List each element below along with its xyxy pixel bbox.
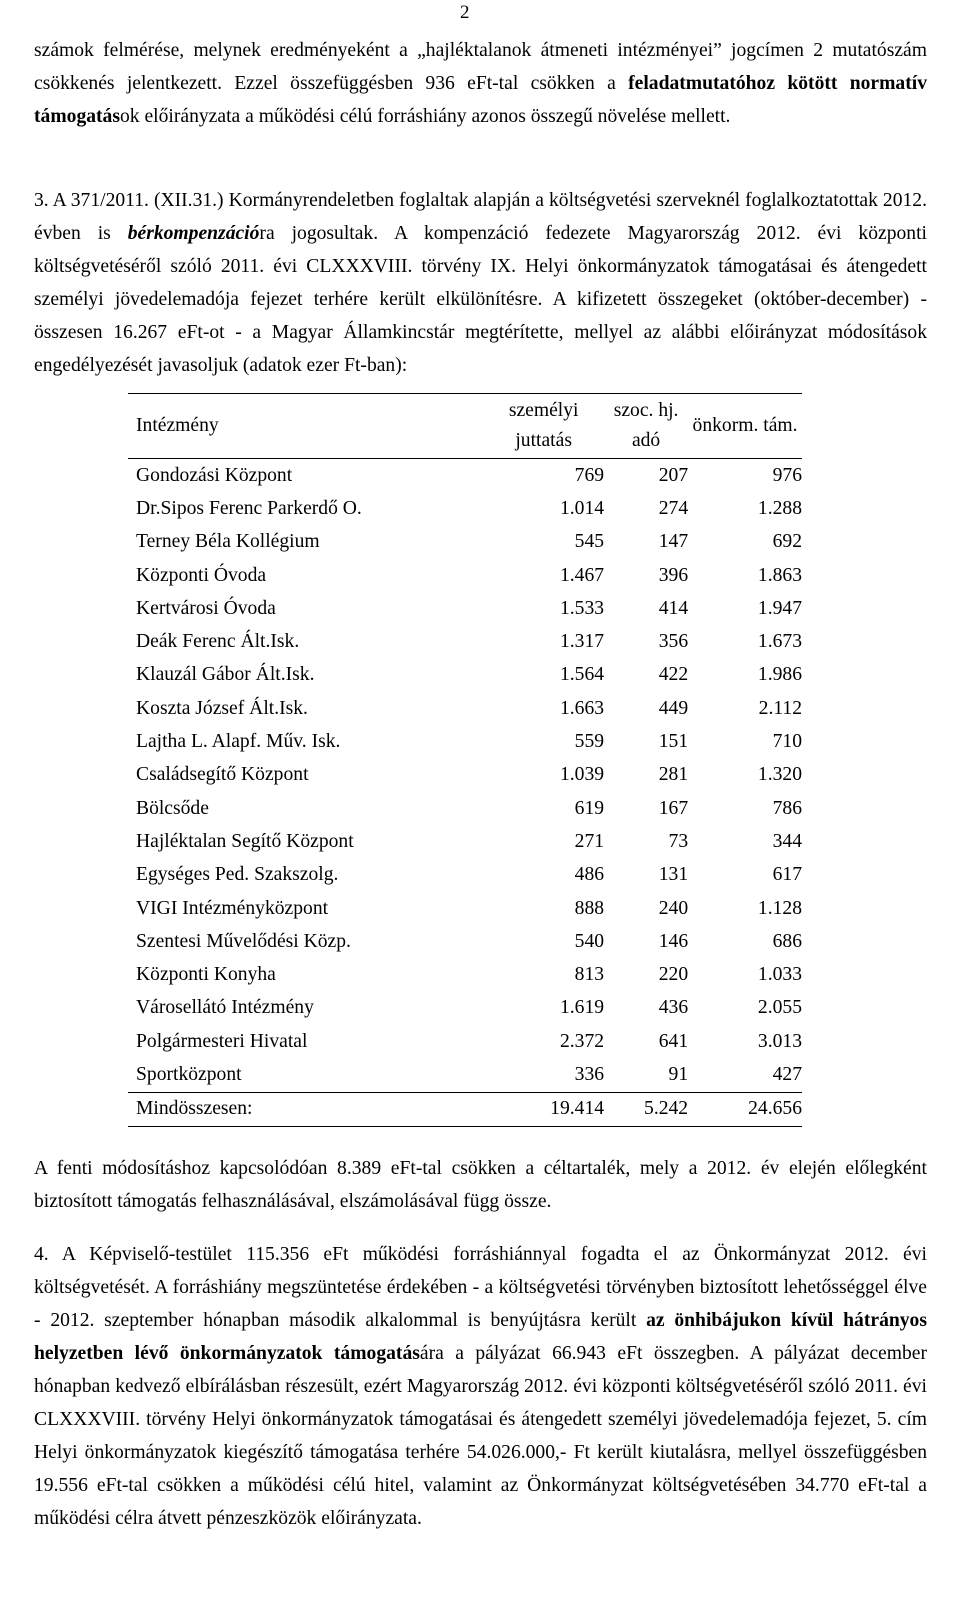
- institution-cell: Gondozási Központ: [136, 464, 293, 486]
- table-body: [128, 459, 802, 1093]
- paragraph-normative-subsidy: [34, 34, 927, 133]
- social-contribution-cell: 641: [658, 1030, 689, 1052]
- personal-payments-cell: 1.663: [559, 697, 605, 719]
- institution-cell: Városellátó Intézmény: [136, 997, 314, 1019]
- social-contribution-cell: 207: [658, 464, 689, 486]
- municipal-support-cell: 617: [772, 864, 802, 886]
- bold-text: az önhibájukon kívül hátrányos helyzetben lévő önkormányzatok támogatás: [34, 1310, 927, 1364]
- municipal-support-cell: 1.128: [757, 897, 802, 919]
- header-municipal-support: önkorm. tám.: [688, 394, 802, 459]
- total-label: Mindösszesen:: [128, 1092, 483, 1126]
- personal-payments-cell: 888: [574, 897, 605, 919]
- municipal-support-cell: 2.055: [757, 997, 802, 1019]
- personal-payments-cell: 1.317: [559, 631, 605, 653]
- personal-payments-cell: 1.533: [559, 597, 605, 619]
- municipal-support-cell: 1.033: [757, 964, 802, 986]
- table-row: [128, 759, 802, 792]
- page-number: 2: [460, 2, 470, 23]
- personal-payments-cell: 1.014: [559, 497, 605, 519]
- table-row: [128, 459, 802, 493]
- personal-payments-cell: 271: [574, 830, 605, 852]
- social-contribution-cell: 220: [658, 964, 689, 986]
- municipal-support-cell: 344: [772, 830, 802, 852]
- table-row: [128, 492, 802, 525]
- municipal-support-cell: 1.947: [757, 597, 802, 619]
- table-header-row: [128, 394, 802, 459]
- social-contribution-cell: 396: [658, 564, 689, 586]
- personal-payments-cell: 486: [574, 864, 605, 886]
- institution-cell: Egységes Ped. Szakszolg.: [136, 864, 339, 886]
- personal-payments-cell: 2.372: [559, 1030, 605, 1052]
- social-contribution-cell: 167: [658, 797, 689, 819]
- table-row: [128, 559, 802, 592]
- bold-text: feladatmutatóhoz kötött normatív támogatás: [34, 73, 927, 127]
- personal-payments-cell: 769: [574, 464, 605, 486]
- personal-payments-cell: 545: [574, 531, 605, 553]
- table-row: [128, 892, 802, 925]
- institution-cell: Klauzál Gábor Ált.Isk.: [136, 664, 315, 686]
- table-row: [128, 792, 802, 825]
- institution-cell: Sportközpont: [128, 1058, 483, 1092]
- institution-cell: Polgármesteri Hivatal: [136, 1030, 308, 1052]
- institution-cell: Központi Óvoda: [136, 564, 267, 586]
- social-contribution-cell: 281: [658, 764, 689, 786]
- personal-payments-cell: 813: [574, 964, 605, 986]
- municipal-support-cell: 1.986: [757, 664, 802, 686]
- social-contribution-cell: 73: [668, 830, 689, 852]
- header-social-contribution: szoc. hj. adó: [604, 394, 688, 459]
- paragraph-reserve: [34, 1152, 927, 1218]
- social-contribution-cell: 356: [658, 631, 689, 653]
- social-contribution-cell: 240: [658, 897, 689, 919]
- personal-payments-cell: 1.564: [559, 664, 605, 686]
- institution-cell: Kertvárosi Óvoda: [136, 597, 276, 619]
- compensation-table: [128, 393, 802, 1127]
- institution-cell: Hajléktalan Segítő Központ: [136, 830, 354, 852]
- text-span: 3. A 371/2011. (XII.31.) Kormányrendeletben foglaltak alapján a költségvetési szerveknél foglalkoztatottak 2012. évben is: [34, 190, 927, 244]
- personal-payments-cell: 619: [574, 797, 605, 819]
- table-row: [128, 1025, 802, 1058]
- municipal-support-cell: 427: [688, 1058, 802, 1092]
- table-row: [128, 825, 802, 858]
- paragraph-deficit: [34, 1238, 927, 1535]
- social-contribution-cell: 414: [658, 597, 689, 619]
- municipal-support-cell: 710: [772, 731, 802, 753]
- table-row: [128, 592, 802, 625]
- social-contribution-cell: 436: [658, 997, 689, 1019]
- social-contribution-cell: 422: [658, 664, 689, 686]
- table-row: [128, 725, 802, 758]
- municipal-support-cell: 1.673: [757, 631, 802, 653]
- personal-payments-cell: 1.039: [559, 764, 605, 786]
- table-total-row: [128, 1092, 802, 1126]
- table-row: [128, 625, 802, 658]
- social-contribution-cell: 151: [658, 731, 689, 753]
- personal-payments-cell: 1.467: [559, 564, 605, 586]
- municipal-support-cell: 3.013: [757, 1030, 802, 1052]
- institution-cell: Deák Ferenc Ált.Isk.: [136, 631, 300, 653]
- municipal-support-cell: 786: [772, 797, 802, 819]
- institution-cell: Központi Konyha: [136, 964, 276, 986]
- text-span: számok felmérése, melynek eredményeként a „hajléktalanok átmeneti intézményei” jogcímen 2 mutatószám csökkenés jelentkezett. Ezzel összefüggésben 936 eFt-tal csökken a: [34, 40, 927, 94]
- table-row: [128, 992, 802, 1025]
- text-span: ára a pályázat 66.943 eFt összegben. A pályázat december hónapban kedvező elbírálásban részesült, ezért Magyarország 2012. évi központi költségvetéséről szóló 2011. évi CLXXXVIII. törvény Helyi önkormányzatok támogatásai és átengedett személyi jövedelemadója fejezet, 5. cím Helyi önkormányzatok kiegészítő támogatása terhére 54.026.000,- Ft került kiutalásra, mellyel összefüggésben 19.556 eFt-tal csökken a működési célú hitel, valamint az Önkormányzat költségvetésében 34.770 eFt-tal a működési célra átvett pénzeszközök előirányzata.: [34, 1343, 927, 1529]
- table-row: [128, 958, 802, 991]
- table-row: [128, 1058, 802, 1092]
- total-personal-payments: 19.414: [483, 1092, 604, 1126]
- personal-payments-cell: 336: [483, 1058, 604, 1092]
- municipal-support-cell: 1.288: [757, 497, 802, 519]
- institution-cell: VIGI Intézményközpont: [136, 897, 329, 919]
- text-span: ra jogosultak. A kompenzáció fedezete Magyarország 2012. évi központi költségvetéséről szóló 2011. évi CLXXXVIII. törvény IX. Helyi önkormányzatok támogatásai és átengedett személyi jövedelemadója fejezet terhére került elkülönítésre. A kifizetett összegeket (október-december) - összesen 16.267 eFt-ot - a Magyar Államkincstár megtérítette, mellyel az alábbi előirányzat módosítások engedélyezését javasoljuk (adatok ezer Ft-ban):: [34, 223, 927, 376]
- header-institution: Intézmény: [128, 394, 483, 459]
- municipal-support-cell: 1.863: [757, 564, 802, 586]
- institution-cell: Családsegítő Központ: [136, 764, 309, 786]
- institution-cell: Terney Béla Kollégium: [136, 531, 320, 553]
- institution-cell: Lajtha L. Alapf. Műv. Isk.: [136, 731, 341, 753]
- total-municipal-support: 24.656: [688, 1092, 802, 1126]
- bold-italic-text: bérkompenzáció: [127, 223, 260, 244]
- social-contribution-cell: 449: [658, 697, 689, 719]
- table-row: [128, 526, 802, 559]
- municipal-support-cell: 1.320: [757, 764, 802, 786]
- personal-payments-cell: 1.619: [559, 997, 605, 1019]
- social-contribution-cell: 91: [604, 1058, 688, 1092]
- text-span: 4. A Képviselő-testület 115.356 eFt működési forráshiánnyal fogadta el az Önkormányzat 2012. évi költségvetését. A forráshiány megszüntetése érdekében - a költségvetési törvényben biztosított lehetősséggel élve - 2012. szeptember hónapban második alkalommal is benyújtásra került: [34, 1244, 927, 1331]
- text-span: ok előirányzata a működési célú forráshiány azonos összegű növelése mellett.: [119, 106, 731, 127]
- municipal-support-cell: 976: [772, 464, 802, 486]
- social-contribution-cell: 131: [658, 864, 689, 886]
- text-span: A fenti módosításhoz kapcsolódóan 8.389 eFt-tal csökken a céltartalék, mely a 2012. év elején előlegként biztosított támogatás felhasználásával, elszámolásával függ össze.: [34, 1158, 927, 1212]
- institution-cell: Szentesi Művelődési Közp.: [136, 930, 351, 952]
- social-contribution-cell: 146: [658, 930, 689, 952]
- municipal-support-cell: 2.112: [758, 697, 802, 719]
- municipal-support-cell: 692: [772, 531, 802, 553]
- table-row: [128, 859, 802, 892]
- table-row: [128, 925, 802, 958]
- institution-cell: Dr.Sipos Ferenc Parkerdő O.: [136, 497, 362, 519]
- personal-payments-cell: 540: [574, 930, 605, 952]
- institution-cell: Bölcsőde: [136, 797, 209, 819]
- municipal-support-cell: 686: [772, 930, 802, 952]
- social-contribution-cell: 147: [658, 531, 689, 553]
- table-row: [128, 659, 802, 692]
- social-contribution-cell: 274: [658, 497, 689, 519]
- header-personal-payments: személyi juttatás: [483, 394, 604, 459]
- table-row: [128, 692, 802, 725]
- institution-cell: Koszta József Ált.Isk.: [136, 697, 308, 719]
- total-social-contribution: 5.242: [604, 1092, 688, 1126]
- personal-payments-cell: 559: [574, 731, 605, 753]
- paragraph-wage-compensation: [34, 184, 927, 382]
